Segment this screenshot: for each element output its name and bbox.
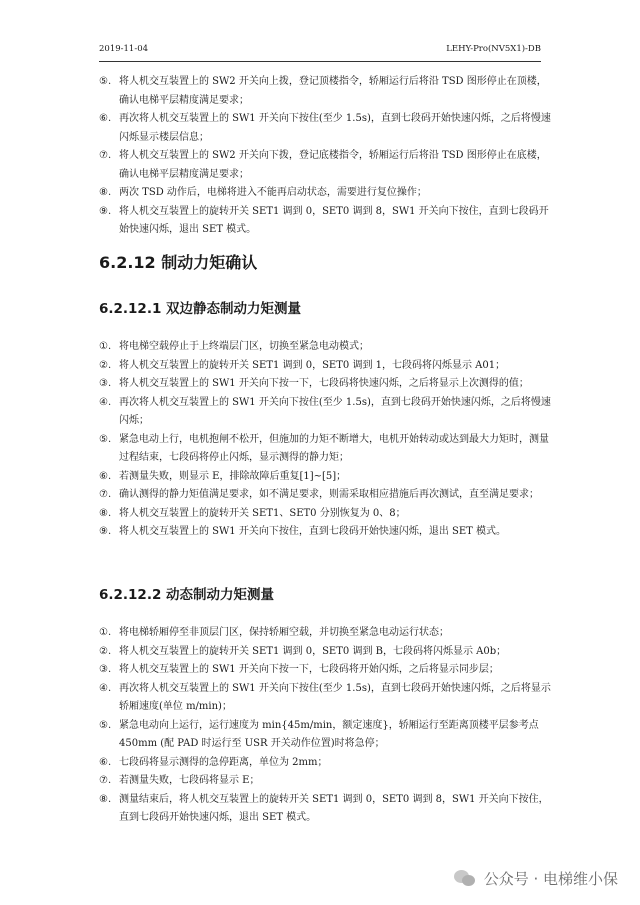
header-doc-id: LEHY-Pro(NV5X1)-DB <box>446 44 541 54</box>
list-item: ⑤. 紧急电动上行，电机抱闸不松开，但施加的力矩不断增大，电机开始转动或达到最大力矩时，测量过程结束，七段码将停止闪烁，显示测得的静力矩； <box>99 433 549 463</box>
section-title: 6.2.12 制动力矩确认 <box>99 253 258 272</box>
list-item: ②. 将人机交互装置上的旋转开关 SET1 调到 0，SET0 调到 B，七段码将闪烁显示 A0b； <box>99 645 507 657</box>
list-item: ⑨. 将人机交互装置上的旋转开关 SET1 调到 0，SET0 调到 8，SW1 开关向下按住，直到七段码开始快速闪烁，退出 SET 模式。 <box>99 205 549 235</box>
list-item: ⑧. 两次 TSD 动作后，电梯将进入不能再启动状态，需要进行复位操作； <box>99 187 427 198</box>
subsection-title-dynamic: 6.2.12.2 动态制动力矩测量 <box>99 587 275 603</box>
list-item: ①. 将电梯空载停止于上终端层门区，切换至紧急电动模式； <box>99 341 369 352</box>
list-item: ②. 将人机交互装置上的旋转开关 SET1 调到 0，SET0 调到 1，七段码将闪烁显示 A01； <box>99 359 506 371</box>
list-item: ①. 将电梯轿厢停至非顶层门区，保持轿厢空载，并切换至紧急电动运行状态； <box>99 627 449 638</box>
header-date: 2019-11-04 <box>99 44 149 54</box>
list-item: ⑦. 确认测得的静力矩值满足要求，如不满足要求，则需采取相应措施后再次测试，直至满足要求； <box>99 489 539 500</box>
list-item: ⑦. 若测量失败，七段码将显示 E； <box>99 775 260 786</box>
list-item: ⑥. 七段码将显示测得的急停距离，单位为 2mm； <box>99 756 328 768</box>
list-item: ⑥. 若测量失败，则显示 E，排除故障后重复[1]~[5]； <box>99 470 347 482</box>
list-item: ⑧. 将人机交互装置上的旋转开关 SET1、SET0 分别恢复为 0、8； <box>99 507 406 519</box>
list-item: ⑦. 将人机交互装置上的 SW2 开关向下拨，登记底楼指令，轿厢运行后将沿 TSD 图形停止在底楼，确认电梯平层精度满足要求； <box>99 150 547 180</box>
wechat-logo-icon <box>454 869 476 889</box>
list-item: ⑧. 测量结束后，将人机交互装置上的旋转开关 SET1 调到 0，SET0 调到 8，SW1 开关向下按住，直到七段码开始快速闪烁，退出 SET 模式。 <box>99 793 549 823</box>
static-brake-step-list <box>99 338 554 542</box>
dynamic-brake-step-list <box>99 624 554 828</box>
subsection-title-static: 6.2.12.1 双边静态制动力矩测量 <box>99 301 302 317</box>
list-item: ④. 再次将人机交互装置上的 SW1 开关向下按住(至少 1.5s)，直到七段码开始快速闪烁，之后将显示轿厢速度(单位 m/min)； <box>99 682 551 712</box>
top-step-list <box>99 73 554 240</box>
list-item: ⑨. 将人机交互装置上的 SW1 开关向下按住，直到七段码开始快速闪烁，退出 SET 模式。 <box>99 526 507 537</box>
watermark-text: 公众号 · 电梯维小保 <box>483 870 618 888</box>
page-header <box>99 44 541 62</box>
list-item: ③. 将人机交互装置上的 SW1 开关向下按一下，七段码将快速闪烁，之后将显示上次测得的值； <box>99 378 529 389</box>
list-item: ③. 将人机交互装置上的 SW1 开关向下按一下，七段码将开始闪烁，之后将显示同步层； <box>99 664 499 675</box>
list-item: ⑤. 将人机交互装置上的 SW2 开关向上拨，登记顶楼指令，轿厢运行后将沿 TSD 图形停止在顶楼，确认电梯平层精度满足要求； <box>99 76 547 106</box>
watermark <box>454 868 618 889</box>
list-item: ④. 再次将人机交互装置上的 SW1 开关向下按住(至少 1.5s)，直到七段码开始快速闪烁，之后将慢速闪烁； <box>99 396 551 426</box>
list-item: ⑥. 再次将人机交互装置上的 SW1 开关向下按住(至少 1.5s)，直到七段码开始快速闪烁，之后将慢速闪烁显示楼层信息； <box>99 113 551 143</box>
list-item: ⑤. 紧急电动向上运行，运行速度为 min{45m/min，额定速度}，轿厢运行至距离顶楼平层参考点 450mm (配 PAD 时运行至 USR 开关动作位置)时将急停； <box>99 719 539 749</box>
